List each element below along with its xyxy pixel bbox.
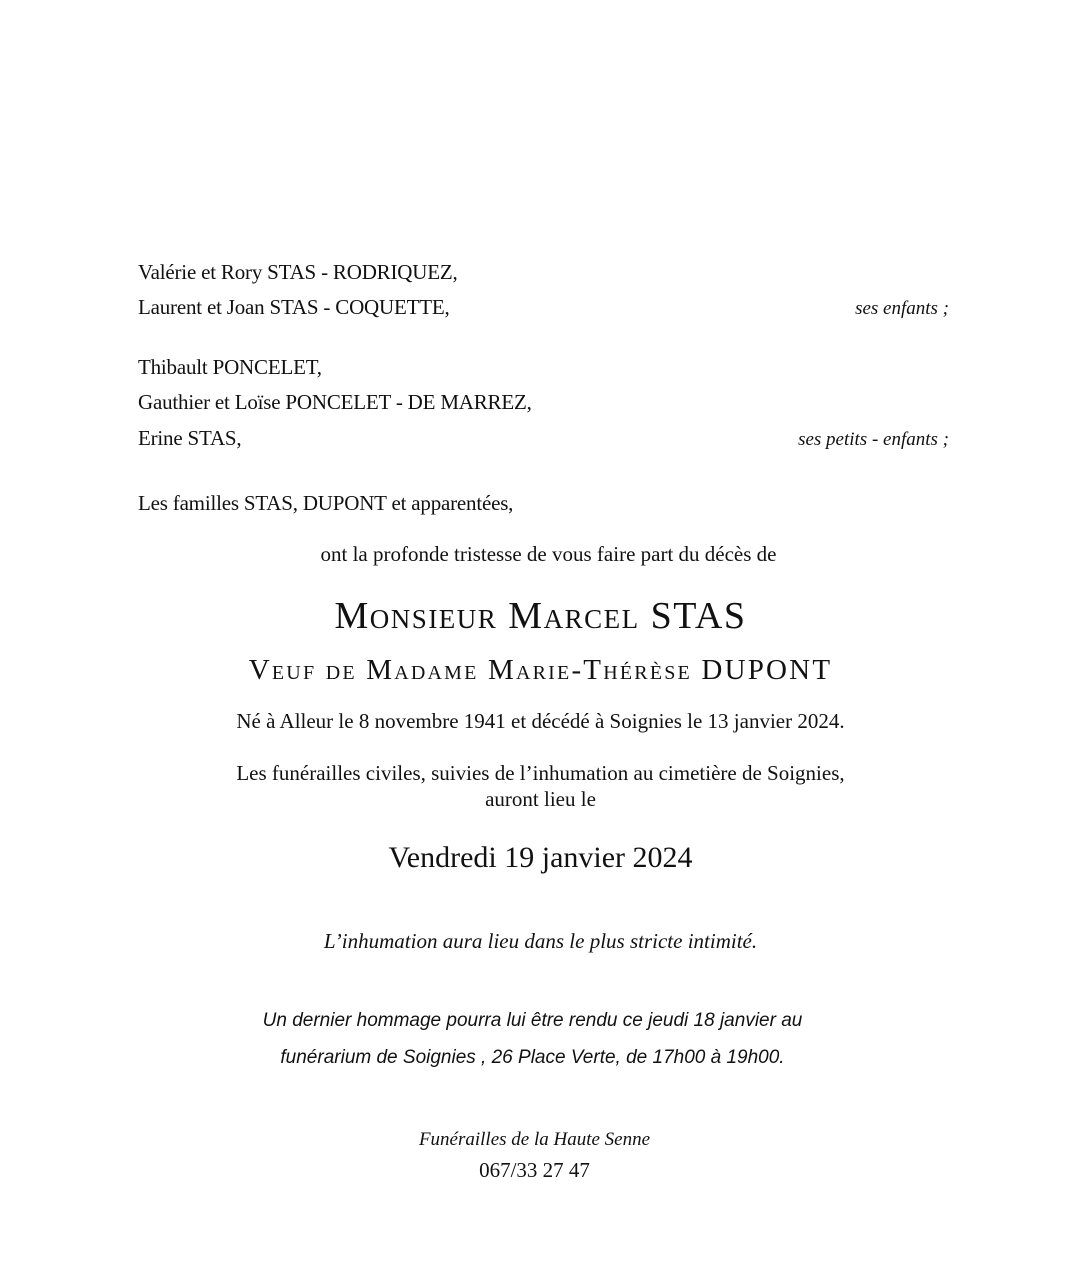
homage-line-2: funérarium de Soignies , 26 Place Verte, de 17h00 à 19h00. <box>280 1047 785 1068</box>
announcement-intro: ont la profonde tristesse de vous faire part du décès de <box>320 542 777 566</box>
homage-line-1: Un dernier hommage pourra lui être rendu ce jeudi 18 janvier au <box>262 1010 803 1031</box>
child-line-2: Laurent et Joan STAS - COQUETTE, <box>138 295 450 319</box>
deceased-widow-of: Veuf de Madame Marie-Thérèse DUPONT <box>248 654 833 686</box>
child-line-1: Valérie et Rory STAS - RODRIQUEZ, <box>138 260 458 284</box>
funeral-details-line-2: auront lieu le <box>485 787 596 811</box>
birth-death-dates: Né à Alleur le 8 novembre 1941 et décédé à Soignies le 13 janvier 2024. <box>236 709 845 733</box>
undertaker-phone: 067/33 27 47 <box>479 1158 590 1182</box>
funeral-details-line-1: Les funérailles civiles, suivies de l’inhumation au cimetière de Soignies, <box>236 761 845 785</box>
grandchild-line-3: Erine STAS, <box>138 426 242 450</box>
burial-intimacy-note: L’inhumation aura lieu dans le plus stricte intimité. <box>323 929 758 953</box>
grandchildren-role-label: ses petits - enfants ; <box>798 429 949 450</box>
undertaker-name: Funérailles de la Haute Senne <box>418 1129 651 1150</box>
deceased-name: Monsieur Marcel STAS <box>334 595 747 637</box>
grandchild-line-2: Gauthier et Loïse PONCELET - DE MARREZ, <box>138 390 532 414</box>
families-line: Les familles STAS, DUPONT et apparentées, <box>138 491 514 515</box>
funeral-date: Vendredi 19 janvier 2024 <box>388 841 693 874</box>
grandchild-line-1: Thibault PONCELET, <box>138 355 322 379</box>
children-role-label: ses enfants ; <box>855 298 949 319</box>
